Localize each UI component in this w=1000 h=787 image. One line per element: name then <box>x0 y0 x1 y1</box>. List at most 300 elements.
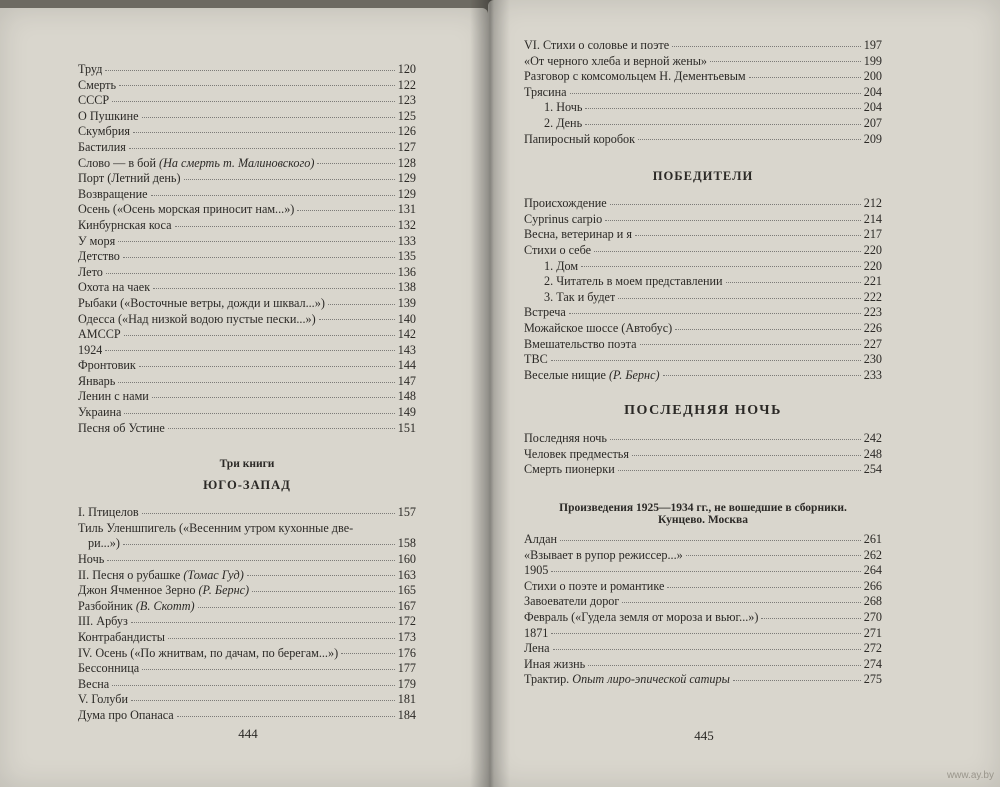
toc-entry-title-text: Веселые нищие <box>524 367 606 382</box>
toc-entry-title-text: Трясина <box>524 84 567 99</box>
toc-entry-page: 222 <box>863 289 882 304</box>
toc-entry <box>524 196 882 212</box>
toc-leader-dots <box>124 412 394 414</box>
toc-entry-page: 226 <box>863 320 882 335</box>
toc-entry <box>78 187 416 203</box>
toc-leader-dots <box>618 297 860 299</box>
toc-entry <box>78 296 416 312</box>
toc-entry-title <box>524 196 607 211</box>
toc-leader-dots <box>551 570 860 572</box>
toc-entry <box>78 568 416 584</box>
heading-works-line2: Кунцево. Москва <box>658 514 748 527</box>
heading-poslednyaya-noch: ПОСЛЕДНЯЯ НОЧЬ <box>624 403 782 419</box>
toc-entry-title-text: IV. Осень («По жнитвам, по дачам, по берегам...») <box>78 645 339 660</box>
toc-entry-title <box>78 218 172 233</box>
toc-entry-title <box>88 536 120 551</box>
toc-entry-title <box>78 505 139 520</box>
toc-entry-title-text: II. Песня о рубашке <box>78 567 181 582</box>
toc-entry-title <box>78 265 103 280</box>
toc-entry <box>78 692 416 708</box>
toc-entry-title-text: 2. День <box>544 115 583 130</box>
toc-entry-page: 233 <box>863 367 882 382</box>
toc-leader-dots <box>686 554 861 556</box>
toc-entry <box>524 290 882 306</box>
toc-leader-dots <box>252 590 395 592</box>
toc-entry <box>524 548 882 564</box>
toc-leader-dots <box>710 60 861 62</box>
toc-entry-title-text: Бессонница <box>78 661 140 676</box>
toc-entry-page: 221 <box>863 274 882 289</box>
toc-entry-title-text: Весна, ветеринар и я <box>524 227 632 242</box>
toc-entry-page: 223 <box>863 305 882 320</box>
toc-leader-dots <box>618 469 861 471</box>
toc-entry-title <box>78 583 249 598</box>
toc-entry <box>524 212 882 228</box>
toc-entry-title-text: Кинбурнская коса <box>78 217 172 232</box>
toc-entry-page: 135 <box>397 249 416 264</box>
toc-entry <box>524 532 882 548</box>
left-folio: 444 <box>238 726 258 741</box>
toc-entry-title <box>78 405 121 420</box>
toc-entry-title-text: Ленин с нами <box>78 389 149 404</box>
toc-leader-dots <box>105 349 394 351</box>
toc-entry <box>78 599 416 615</box>
toc-entry-title-text: Ночь <box>78 552 105 567</box>
toc-entry-title <box>78 93 109 108</box>
toc-entry <box>524 305 882 321</box>
toc-leader-dots <box>142 512 395 514</box>
toc-leader-dots <box>177 715 395 717</box>
toc-entry-title <box>78 552 104 567</box>
toc-entry-page: 212 <box>863 196 882 211</box>
toc-entry-title-text: Смерть пионерки <box>524 462 615 477</box>
toc-entry-title-text: Человек предместья <box>524 446 629 461</box>
toc-entry-page: 262 <box>863 547 882 562</box>
toc-entry <box>78 109 416 125</box>
toc-entry-title <box>78 124 130 139</box>
toc-entry-page: 160 <box>397 552 416 567</box>
heading-works-line1: Произведения 1925—1934 гг., не вошедшие в сборники. <box>559 502 847 515</box>
toc-leader-dots <box>142 668 395 670</box>
toc-entry-title-text: 1871 <box>524 625 549 640</box>
toc-entry <box>78 140 416 156</box>
toc-entry-page: 230 <box>863 352 882 367</box>
toc-entry-title <box>78 568 244 583</box>
toc-entry-title-text: Разговор с комсомольцем Н. Дементьевым <box>524 69 746 84</box>
toc-entry-page: 217 <box>863 227 882 242</box>
toc-entry-title <box>78 140 126 155</box>
toc-entry-page: 254 <box>863 462 882 477</box>
toc-entry-page: 127 <box>397 139 416 154</box>
toc-entry-title <box>544 259 578 274</box>
toc-entry-note: Опыт лиро-эпической сатиры <box>572 672 730 687</box>
toc-entry-title <box>78 312 316 327</box>
toc-leader-dots <box>198 606 395 608</box>
toc-leader-dots <box>663 374 861 376</box>
toc-entry <box>78 218 416 234</box>
toc-entry-title-text: СССР <box>78 93 110 108</box>
toc-leader-dots <box>317 162 394 164</box>
toc-entry-page: 144 <box>397 358 416 373</box>
toc-leader-dots <box>733 679 861 681</box>
toc-entry-title <box>78 421 165 436</box>
toc-entry-title <box>78 78 116 93</box>
toc-entry-title-text: Стихи о себе <box>524 242 592 257</box>
toc-entry-title-text: Январь <box>78 373 116 388</box>
toc-entry-title-text: Рыбаки («Восточные ветры, дожди и шквал...») <box>78 295 325 310</box>
toc-leader-dots <box>585 107 860 109</box>
toc-entry <box>78 78 416 94</box>
toc-entry <box>524 85 882 101</box>
toc-leader-dots <box>749 76 861 78</box>
toc-entry-title-text: Песня об Устине <box>78 420 165 435</box>
toc-entry-page: 207 <box>863 115 882 130</box>
toc-entry-title-text: Февраль («Гудела земля от мороза и вьюг...») <box>524 610 759 625</box>
right-toc-column <box>524 38 882 688</box>
toc-entry <box>78 614 416 630</box>
toc-leader-dots <box>131 699 395 701</box>
toc-entry-title <box>524 548 683 563</box>
toc-entry <box>524 352 882 368</box>
toc-entry-page: 271 <box>863 625 882 640</box>
toc-entry-title <box>544 100 582 115</box>
toc-entry-title-text: Дума про Опанаса <box>78 707 174 722</box>
toc-entry <box>78 312 416 328</box>
toc-entry-page: 270 <box>863 610 882 625</box>
toc-leader-dots <box>112 100 395 102</box>
toc-leader-dots <box>638 138 861 140</box>
toc-leader-dots <box>569 312 861 314</box>
toc-entry-title <box>78 171 181 186</box>
toc-leader-dots <box>124 334 395 336</box>
toc-entry-title <box>78 109 139 124</box>
toc-entry-page: 140 <box>397 311 416 326</box>
toc-leader-dots <box>551 359 861 361</box>
toc-entry-title-text: У моря <box>78 233 116 248</box>
toc-entry-page: 151 <box>397 420 416 435</box>
toc-entry-note: (Томас Гуд) <box>183 567 244 582</box>
toc-entry <box>78 280 416 296</box>
toc-entry-title-text: 1905 <box>524 563 549 578</box>
toc-entry-title-text: Встреча <box>524 305 566 320</box>
toc-leader-dots <box>123 543 395 545</box>
toc-entry-title <box>78 327 121 342</box>
toc-leader-dots <box>632 454 861 456</box>
toc-entry-title <box>524 672 730 687</box>
toc-leader-dots <box>106 272 395 274</box>
toc-entry <box>524 227 882 243</box>
toc-leader-dots <box>553 648 861 650</box>
toc-entry-title <box>78 677 109 692</box>
toc-entry-title <box>524 626 548 641</box>
toc-leader-dots <box>131 621 395 623</box>
toc-entry-page: 268 <box>863 594 882 609</box>
toc-entry-title <box>78 614 128 629</box>
toc-leader-dots <box>588 664 860 666</box>
toc-entry-page: 261 <box>863 532 882 547</box>
watermark: www.ay.by <box>946 770 994 781</box>
toc-entry-page: 139 <box>397 295 416 310</box>
toc-entry-page: 136 <box>397 264 416 279</box>
toc-entry-title-text: 2. Читатель в моем представлении <box>544 274 723 289</box>
toc-leader-dots <box>105 69 394 71</box>
toc-entry-title <box>524 641 550 656</box>
toc-entry-title <box>78 374 115 389</box>
toc-entry <box>524 243 882 259</box>
toc-entry <box>78 583 416 599</box>
toc-entry-title-text: Трактир. <box>524 672 570 687</box>
toc-entry-title-text: Скумбрия <box>78 124 130 139</box>
toc-entry <box>78 536 416 552</box>
toc-entry <box>78 358 416 374</box>
toc-entry-title-text: «От черного хлеба и верной жены» <box>524 53 708 68</box>
toc-entry-title <box>78 296 325 311</box>
toc-entry-title <box>524 594 619 609</box>
toc-entry-page: 200 <box>863 69 882 84</box>
toc-entry <box>78 93 416 109</box>
toc-entry-title-text: Украина <box>78 405 122 420</box>
toc-entry-title <box>78 358 136 373</box>
toc-entry-page: 131 <box>397 202 416 217</box>
toc-entry-title-text: ри...») <box>88 536 120 551</box>
toc-entry-title-text: 1. Ночь <box>544 100 583 115</box>
toc-leader-dots <box>667 586 860 588</box>
toc-entry-page: 129 <box>397 186 416 201</box>
toc-leader-dots <box>570 92 861 94</box>
toc-leader-dots <box>640 343 861 345</box>
toc-entry-title-text: III. Арбуз <box>78 614 128 629</box>
toc-entry-title-text: 1924 <box>78 342 103 357</box>
toc-entry <box>78 156 416 172</box>
toc-entry-note: (На смерть т. Малиновского) <box>159 155 315 170</box>
toc-leader-dots <box>139 365 395 367</box>
toc-entry-title-text: Одесса («Над низкой водою пустые пески...») <box>78 311 316 326</box>
toc-entry-title-text: Осень («Осень морская приносит нам...») <box>78 202 295 217</box>
heading-yugo-zapad: ЮГО-ЗАПАД <box>203 478 291 493</box>
toc-leader-dots <box>605 219 861 221</box>
toc-entry-title <box>524 243 591 258</box>
toc-entry-title-text: Можайское шоссе (Автобус) <box>524 320 673 335</box>
toc-entry-title-text: О Пушкине <box>78 108 139 123</box>
toc-entry-title <box>78 708 174 723</box>
right-toc-list-top <box>524 38 882 147</box>
toc-leader-dots <box>142 116 395 118</box>
toc-leader-dots <box>133 131 395 133</box>
toc-leader-dots <box>610 203 861 205</box>
toc-entry <box>524 672 882 688</box>
toc-entry-page: 120 <box>397 62 416 76</box>
toc-entry-title-text: Происхождение <box>524 196 607 211</box>
toc-entry-page: 227 <box>863 336 882 351</box>
toc-entry-page: 209 <box>863 131 882 146</box>
toc-entry <box>524 431 882 447</box>
left-toc-list-top <box>78 62 416 436</box>
toc-entry <box>78 646 416 662</box>
toc-entry-page: 143 <box>397 342 416 357</box>
toc-entry-page: 274 <box>863 656 882 671</box>
toc-entry-title <box>524 85 567 100</box>
toc-entry-title <box>78 234 115 249</box>
toc-entry-title <box>524 132 635 147</box>
toc-entry-page: 165 <box>397 583 416 598</box>
left-page <box>0 8 488 787</box>
toc-entry <box>78 677 416 693</box>
toc-leader-dots <box>726 281 861 283</box>
toc-entry-title-text: I. Птицелов <box>78 505 139 520</box>
toc-entry-title <box>524 352 548 367</box>
toc-entry-title-text: Весна <box>78 676 110 691</box>
toc-entry-title <box>78 521 353 536</box>
toc-entry-title-text: Последняя ночь <box>524 431 607 446</box>
toc-entry-title <box>78 630 165 645</box>
heading-tri-knigi: Три книги <box>219 458 275 471</box>
toc-entry-title <box>78 156 314 171</box>
toc-entry <box>524 626 882 642</box>
toc-entry-title-text: Алдан <box>524 532 558 547</box>
toc-entry-title <box>78 280 150 295</box>
toc-entry-page: 197 <box>863 38 882 52</box>
toc-leader-dots <box>153 287 395 289</box>
toc-entry-page: 272 <box>863 641 882 656</box>
toc-entry <box>78 171 416 187</box>
toc-entry <box>78 505 416 521</box>
toc-entry-title <box>524 657 585 672</box>
toc-entry-page: 199 <box>863 53 882 68</box>
toc-entry-title <box>78 249 120 264</box>
toc-entry-title <box>524 368 660 383</box>
toc-entry-title <box>524 305 566 320</box>
toc-entry-page: 126 <box>397 124 416 139</box>
toc-entry-title-text: Контрабандисты <box>78 630 165 644</box>
toc-entry-page: 148 <box>397 389 416 404</box>
toc-entry-page: 157 <box>397 505 416 520</box>
toc-leader-dots <box>594 250 861 252</box>
toc-entry-title <box>524 532 557 547</box>
toc-leader-dots <box>761 617 860 619</box>
right-toc-list-noch <box>524 431 882 478</box>
toc-entry-title-text: Вмешательство поэта <box>524 336 637 351</box>
toc-entry-page: 129 <box>397 171 416 186</box>
toc-entry <box>524 594 882 610</box>
toc-leader-dots <box>175 225 395 227</box>
toc-leader-dots <box>118 381 394 383</box>
toc-entry-title-text: Иная жизнь <box>524 656 586 671</box>
toc-entry <box>78 265 416 281</box>
toc-entry <box>78 421 416 437</box>
toc-entry <box>78 343 416 359</box>
toc-entry-title <box>524 579 664 594</box>
toc-entry-title-text: Детство <box>78 249 120 264</box>
toc-entry-title <box>524 38 669 53</box>
toc-leader-dots <box>585 123 861 125</box>
toc-entry-page: 122 <box>397 77 416 92</box>
toc-entry-title-text: Слово — в бой <box>78 155 156 170</box>
toc-entry <box>524 447 882 463</box>
toc-entry-title <box>78 389 149 404</box>
toc-entry-page: 142 <box>397 327 416 342</box>
toc-leader-dots <box>151 194 395 196</box>
toc-entry-title-text: Лето <box>78 264 103 279</box>
toc-entry <box>524 321 882 337</box>
toc-entry <box>78 249 416 265</box>
toc-entry <box>524 100 882 116</box>
toc-entry-page: 275 <box>863 672 882 687</box>
toc-entry-title-text: Смерть <box>78 77 117 92</box>
toc-entry-title <box>78 599 195 614</box>
toc-entry-page: 242 <box>863 431 882 446</box>
toc-entry <box>524 462 882 478</box>
toc-leader-dots <box>119 84 395 86</box>
toc-leader-dots <box>610 438 861 440</box>
toc-entry-title <box>544 116 582 131</box>
toc-entry-note: (Р. Бернс) <box>608 367 660 382</box>
toc-entry-title-text: V. Голуби <box>78 692 128 707</box>
toc-entry-title <box>524 321 672 336</box>
toc-entry-page: 220 <box>863 258 882 273</box>
toc-entry <box>78 389 416 405</box>
left-toc-list-bottom <box>78 505 416 723</box>
toc-entry-title-text: 1. Дом <box>544 258 579 273</box>
toc-entry-title-text: Фронтовик <box>78 358 136 373</box>
toc-leader-dots <box>112 684 395 686</box>
toc-entry-title <box>78 62 102 77</box>
toc-entry-page: 176 <box>397 645 416 660</box>
toc-entry-page: 163 <box>397 567 416 582</box>
toc-leader-dots <box>118 240 395 242</box>
toc-entry-title <box>524 447 629 462</box>
toc-entry-title <box>524 563 548 578</box>
toc-entry-title-text: АМССР <box>78 327 121 342</box>
toc-entry <box>524 54 882 70</box>
toc-entry <box>78 62 416 78</box>
toc-entry-title-text: Охота на чаек <box>78 280 151 295</box>
toc-entry-page: 138 <box>397 280 416 295</box>
toc-entry-page: 248 <box>863 446 882 461</box>
toc-entry-page: 147 <box>397 373 416 388</box>
toc-entry-title <box>524 69 746 84</box>
toc-entry-title-text: Джон Ячменное Зерно <box>78 583 196 598</box>
toc-entry-page: 179 <box>397 676 416 691</box>
toc-entry-title-text: Труд <box>78 62 103 76</box>
left-toc-column <box>78 62 416 724</box>
toc-entry-page: 204 <box>863 100 882 115</box>
toc-entry <box>524 116 882 132</box>
toc-entry-page: 172 <box>397 614 416 629</box>
toc-entry-title <box>524 212 602 227</box>
toc-leader-dots <box>184 178 395 180</box>
toc-leader-dots <box>297 209 394 211</box>
toc-leader-dots <box>168 427 395 429</box>
toc-entry-title <box>524 54 707 69</box>
toc-entry-page: 133 <box>397 233 416 248</box>
toc-entry-title-text: Cyprinus carpio <box>524 211 603 226</box>
toc-entry <box>78 552 416 568</box>
toc-entry-page: 181 <box>397 692 416 707</box>
toc-leader-dots <box>319 318 395 320</box>
toc-entry-page: 123 <box>397 93 416 108</box>
toc-entry-page: 158 <box>397 536 416 551</box>
toc-entry <box>78 124 416 140</box>
toc-entry-title <box>78 202 294 217</box>
toc-entry <box>78 708 416 724</box>
right-toc-list-pobediteli <box>524 196 882 383</box>
toc-entry <box>78 405 416 421</box>
toc-entry <box>524 641 882 657</box>
toc-entry <box>78 521 416 537</box>
toc-leader-dots <box>247 574 395 576</box>
toc-entry-title-text: Возвращение <box>78 186 148 201</box>
toc-entry <box>524 274 882 290</box>
